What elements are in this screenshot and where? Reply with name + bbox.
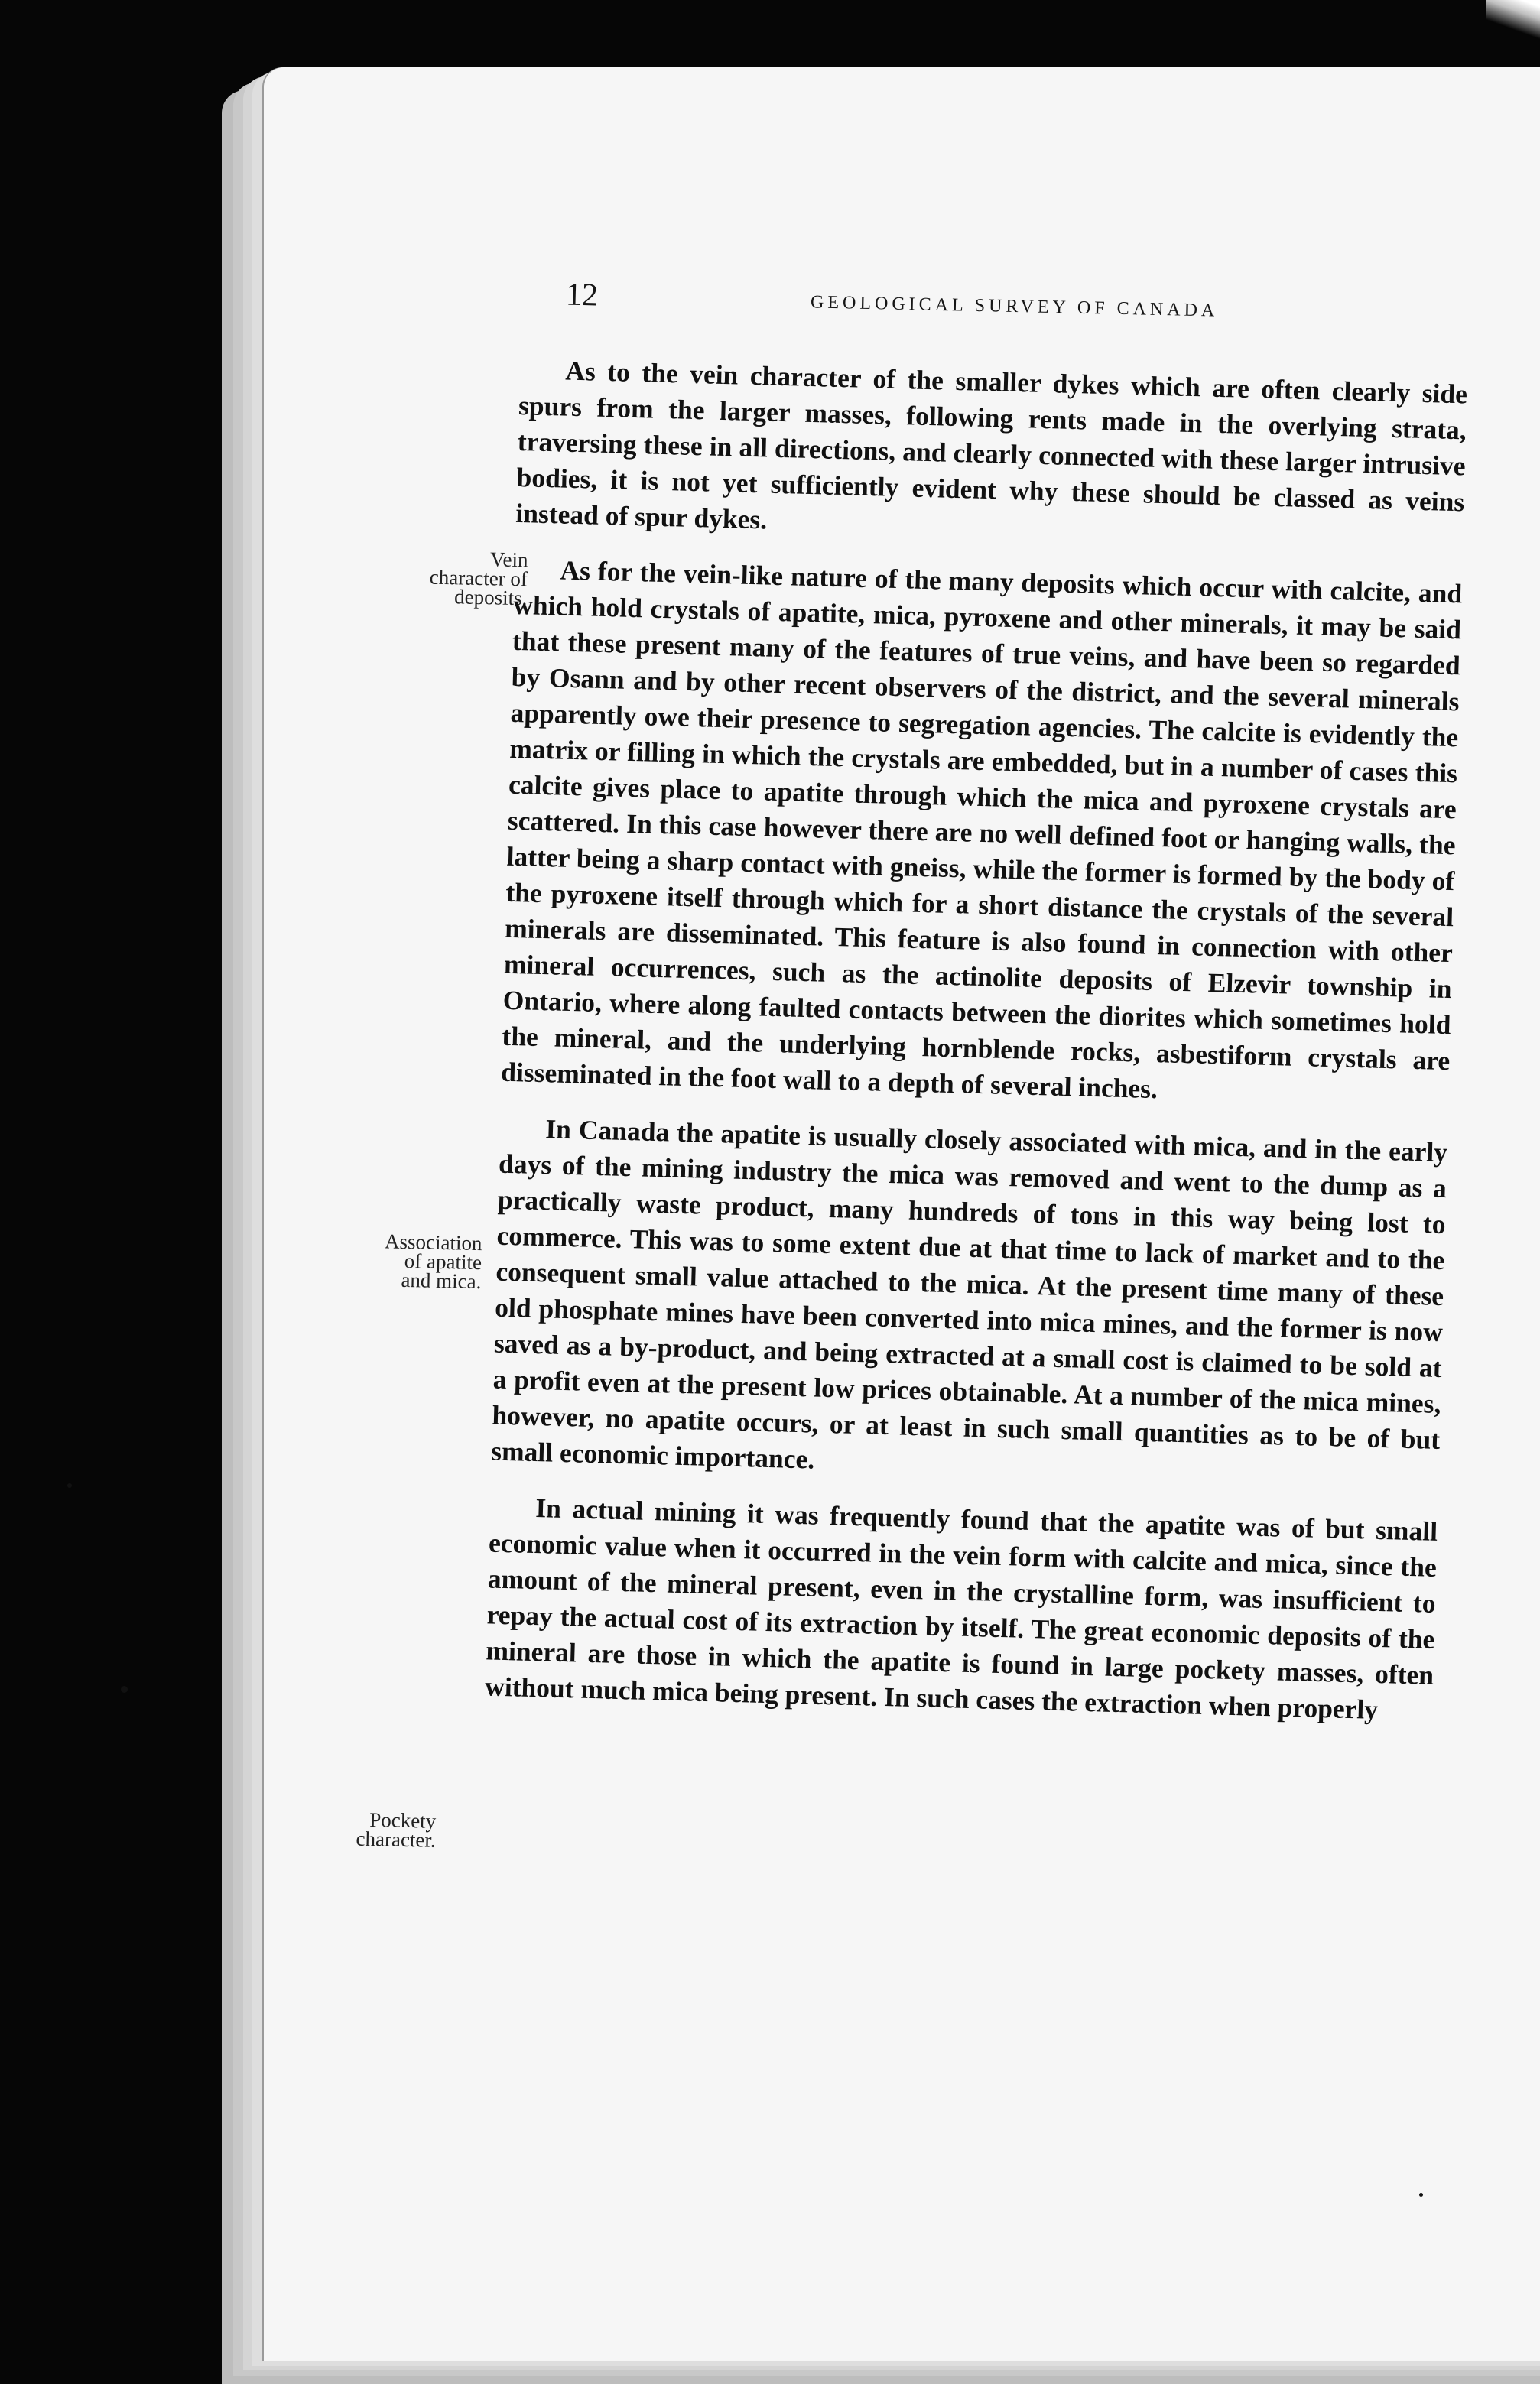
page-number: 12 [565,277,599,313]
paragraph: As for the vein-like nature of the many deposits which occur with calcite, and which hold crystals of apatite, mica, pyroxene and other minerals, it may be said that these present many of the features of true veins, and have been so regarded by Osann and by other recent observers of the district, and the several minerals apparently owe their presence to segregation agencies. The calcite is evidently the matrix or filling in which the crystals are embedded, but in a number of cases this calcite gives place to apatite through which the mica and pyroxene crystals are scattered. In this case however there are no well defined foot or hanging walls, the latter being a sharp contact with gneiss, while the former is formed by the body of the pyroxene itself through which for a short distance the crystals of the several minerals are disseminated. This feature is also found in connection with other mineral occurrences, such as the actinolite deposits of Elzevir township in Ontario, where along faulted contacts between the diorites which sometimes hold the mineral, and the underlying hornblende rocks, asbestiform crystals are disseminated in the foot wall to a depth of several inches. [500,554,1463,1105]
scan-corner-artifact [1486,0,1540,46]
sidenote-line: and mica. [401,1268,482,1294]
sidenote-line: character of [429,565,528,591]
scan-speck [1419,2193,1423,2197]
paragraph: In Canada the apatite is usually closely associated with mica, and in the early days of the mining industry the mica was removed and went to the dump as a practically waste product, many hundreds of tons in this way being lost to commerce. This was to some extent due at that time to lack of market and to the consequent small value attached to the mica. At the present time many of these old phosphate mines have been converted into mica mines, and the former is now saved as a by-product, and being extracted at a small cost is claimed to be sold at a profit even at the present low prices obtainable. At a number of the mica mines, however, no apatite occurs, or at least in such small quantities as to be of but small economic importance. [490,1113,1448,1475]
body-text [484,352,1468,1749]
sidenote-line: Vein [489,547,528,572]
running-title: GEOLOGICAL SURVEY OF CANADA [810,292,1219,321]
scan-speck [67,1483,72,1488]
sidenote-pockety [305,1809,436,1850]
sidenote-line: Pockety [369,1807,437,1833]
sidenote-association [328,1229,482,1294]
sidenote-line: Association [384,1229,482,1255]
sidenote-line: deposits. [453,585,528,610]
sidenote-line: of apatite [404,1249,482,1275]
sidenote-line: character. [356,1827,437,1852]
scan-speck [121,1686,128,1693]
page-header [566,277,1529,338]
sidenote-vein-character [359,547,528,609]
paragraph: In actual mining it was frequently found that the apatite was of but small economic value when it occurred in the vein form with calcite and mica, since the amount of the mineral present, even in the crystalline form, was insufficient to repay the actual cost of its extraction by itself. The great economic deposits of the mineral are those in which the apatite is found in large pockety masses, often without much mica being present. In such cases the extraction when properly [484,1492,1438,1725]
paragraph: As to the vein character of the smaller dykes which are often clearly side spurs from the larger masses, following rents made in the overlying strata, traversing these in all directions, and clearly connected with these larger intrusive bodies, it is not yet sufficiently evident why these should be classed as veins instead of spur dykes. [515,355,1468,535]
